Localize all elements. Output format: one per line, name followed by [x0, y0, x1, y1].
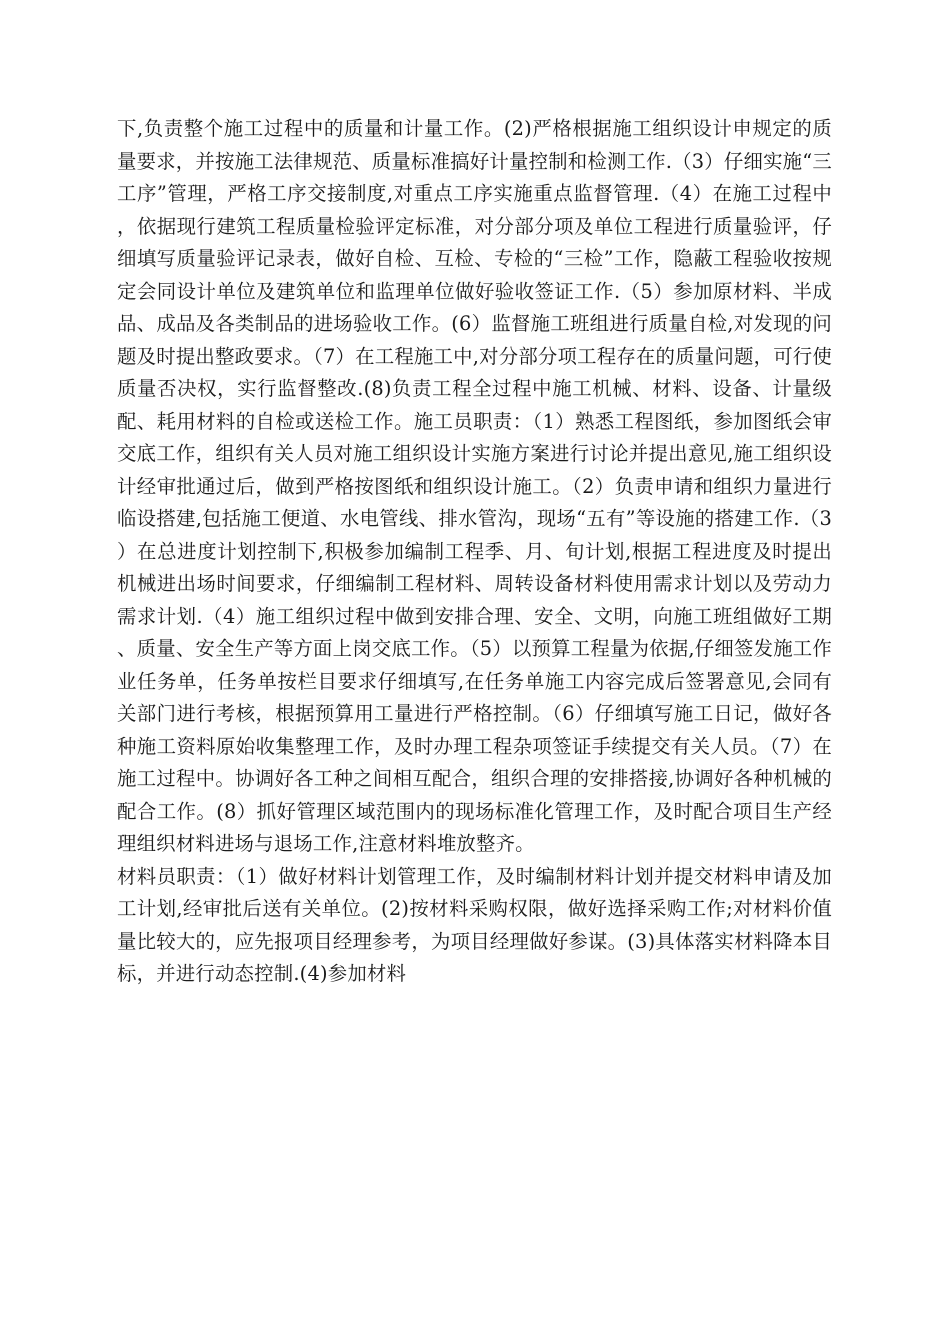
- document-body: [117, 113, 832, 991]
- paragraph-quality-and-construction-duties: 下,负责整个施工过程中的质量和计量工作。(2)严格根据施工组织设计申规定的质量要求，并按施工法律规范、质量标准搞好计量控制和检测工作.（3）仔细实施“三工序”管理，严格工序交接制度,对重点工序实施重点监督管理.（4）在施工过程中，依据现行建筑工程质量检验评定标准，对分部分项及单位工程进行质量验评，仔细填写质量验评记录表，做好自检、互检、专检的“三检”工作，隐蔽工程验收按规定会同设计单位及建筑单位和监理单位做好验收签证工作.（5）参加原材料、半成品、成品及各类制品的进场验收工作。(6）监督施工班组进行质量自检,对发现的问题及时提出整政要求。（7）在工程施工中,对分部分项工程存在的质量问题，可行使质量否决权，实行监督整改.(8)负责工程全过程中施工机械、材料、设备、计量级配、耗用材料的自检或送检工作。施工员职责：（1）熟悉工程图纸，参加图纸会审交底工作，组织有关人员对施工组织设计实施方案进行讨论并提出意见,施工组织设计经审批通过后，做到严格按图纸和组织设计施工。（2）负责申请和组织力量进行临设搭建,包括施工便道、水电管线、排水管沟，现场“五有”等设施的搭建工作.（3）在总进度计划控制下,积极参加编制工程季、月、旬计划,根据工程进度及时提出机械进出场时间要求，仔细编制工程材料、周转设备材料使用需求计划以及劳动力需求计划.（4）施工组织过程中做到安排合理、安全、文明，向施工班组做好工期、质量、安全生产等方面上岗交底工作。（5）以预算工程量为依据,仔细签发施工作业任务单，任务单按栏目要求仔细填写,在任务单施工内容完成后签署意见,会同有关部门进行考核，根据预算用工量进行严格控制。（6）仔细填写施工日记，做好各种施工资料原始收集整理工作，及时办理工程杂项签证手续提交有关人员。（7）在施工过程中。协调好各工种之间相互配合，组织合理的安排搭接,协调好各种机械的配合工作。(8）抓好管理区域范围内的现场标准化管理工作，及时配合项目生产经理组织材料进场与退场工作,注意材料堆放整齐。: [117, 117, 832, 855]
- paragraph-material-officer-duties: 材料员职责：（1）做好材料计划管理工作，及时编制材料计划并提交材料申请及加工计划,经审批后送有关单位。(2)按材料采购权限，做好选择采购工作;对材料价值量比较大的，应先报项目经理参考，为项目经理做好参谋。(3)具体落实材料降本目标，并进行动态控制.(4)参加材料: [117, 864, 832, 985]
